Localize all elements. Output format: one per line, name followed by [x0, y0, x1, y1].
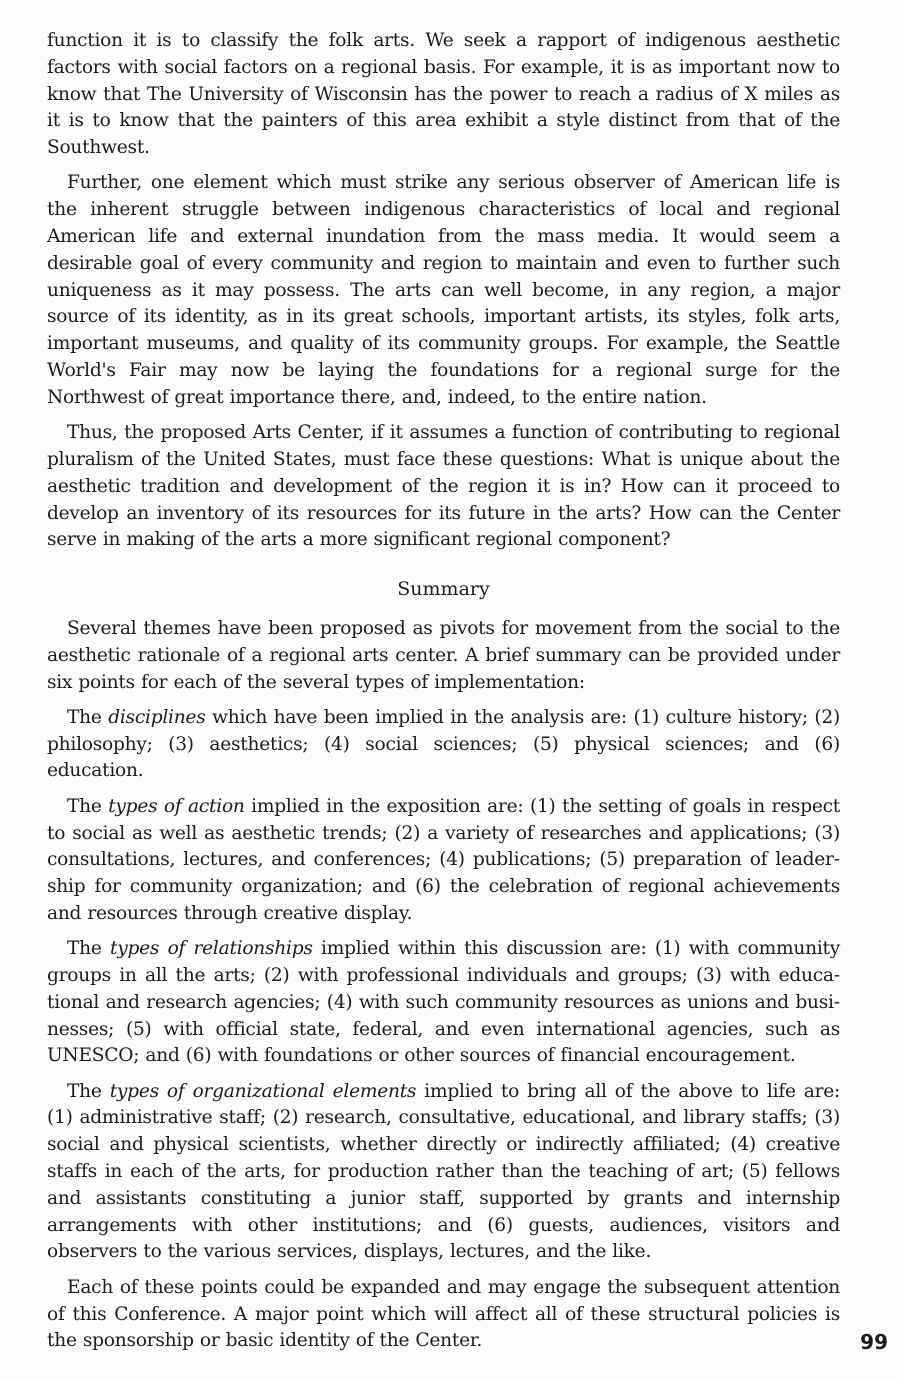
- paragraph-questions: Thus, the proposed Arts Center, if it assumes a function of contributing to regional pluralism of the United States, must face these questions: What is unique about the aesthetic tradition and development of the region it is in? How can it proceed to develop an inventory of its resources for its future in the arts? How can the Center serve in making of the arts a more significant regional component?: [47, 422, 840, 551]
- summary-types-of-relationships: [47, 936, 840, 1070]
- lead-text: The: [67, 938, 111, 960]
- italic-term: types of organizational elements: [109, 1080, 417, 1102]
- italic-term: types of action: [108, 795, 245, 817]
- paragraph-regional-identity: Further, one element which must strike any serious observer of American life is the inherent struggle between indigenous characteristics of local and regional American life and external inundation from the mass media. It would seem a desirable goal of every community and region to maintain and even to further such uniqueness as it may possess. The arts can well become, in any region, a major source of its identity, as in its great schools, important artists, its styles, folk arts, important museums, and quality of its community groups. For example, the Seattle World's Fair may now be laying the foundations for a regional surge for the Northwest of great importance there, and, indeed, to the entire nation.: [47, 172, 840, 408]
- summary-types-of-action: [47, 794, 840, 928]
- summary-organizational-elements: [47, 1079, 840, 1267]
- summary-closing: Each of these points could be expanded and may engage the subsequent attention of this Conference. A major point which will affect all of these structural policies is the sponsorship or basic identity of the Center.: [47, 1276, 840, 1352]
- lead-text: The: [67, 795, 109, 817]
- body-text: implied in the exposition are: (1) the setting of goals in respect to social as well as aesthetic trends; (2) a variety of researches and applications; (3) consultations, lectures, and conferences; (4) publications; (5) preparation of leadership for community organization; and (6) the celebration of regional achievements and resources through creative display.: [47, 795, 840, 924]
- summary-disciplines: [47, 705, 840, 785]
- italic-term: disciplines: [108, 706, 206, 728]
- page-body: [47, 28, 840, 1364]
- paragraph-continued: function it is to classify the folk arts. We seek a rapport of indigenous aesthetic factors with social factors on a regional basis. For example, it is as important now to know that The University of Wisconsin has the power to reach a radius of X miles as it is to know that the painters of this area exhibit a style distinct from that of the Southwest.: [47, 30, 840, 159]
- body-text: which have been implied in the analysis are: (1) culture history; (2) philosophy; (3) aesthetics; (4) social sciences; (5) physical sciences; and (6) education.: [47, 706, 840, 782]
- lead-text: The: [67, 706, 109, 728]
- page-number: 99: [860, 1330, 888, 1354]
- body-text: implied to bring all of the above to life are: (1) administrative staff; (2) research, consultative, educational, and library staffs; (3) social and physical scientists, whether directly or indirectly affiliated; (4) creative staffs in each of the arts, for production rather than the teaching of art; (5) fellows and assistants constituting a junior staff, supported by grants and internship arrangements with other institutions; and (6) guests, audiences, visitors and observers to the various services, displays, lectures, and the like.: [47, 1080, 841, 1263]
- summary-intro: Several themes have been proposed as pivots for movement from the social to the aesthetic rationale of a regional arts center. A brief summary can be provided under six points for each of the several types of implementation:: [47, 617, 840, 693]
- italic-term: types of relationships: [110, 938, 313, 960]
- summary-heading: Summary: [397, 578, 490, 601]
- lead-text: The: [67, 1080, 110, 1102]
- body-text: implied within this discussion are: (1) with community groups in all the arts; (2) with professional individuals and groups; (3) with educational and research agencies; (4) with such community resources as unions and businesses; (5) with official state, federal, and even international agencies, such as UNESCO; and (6) with foundations or other sources of financial encouragement.: [47, 938, 840, 1067]
